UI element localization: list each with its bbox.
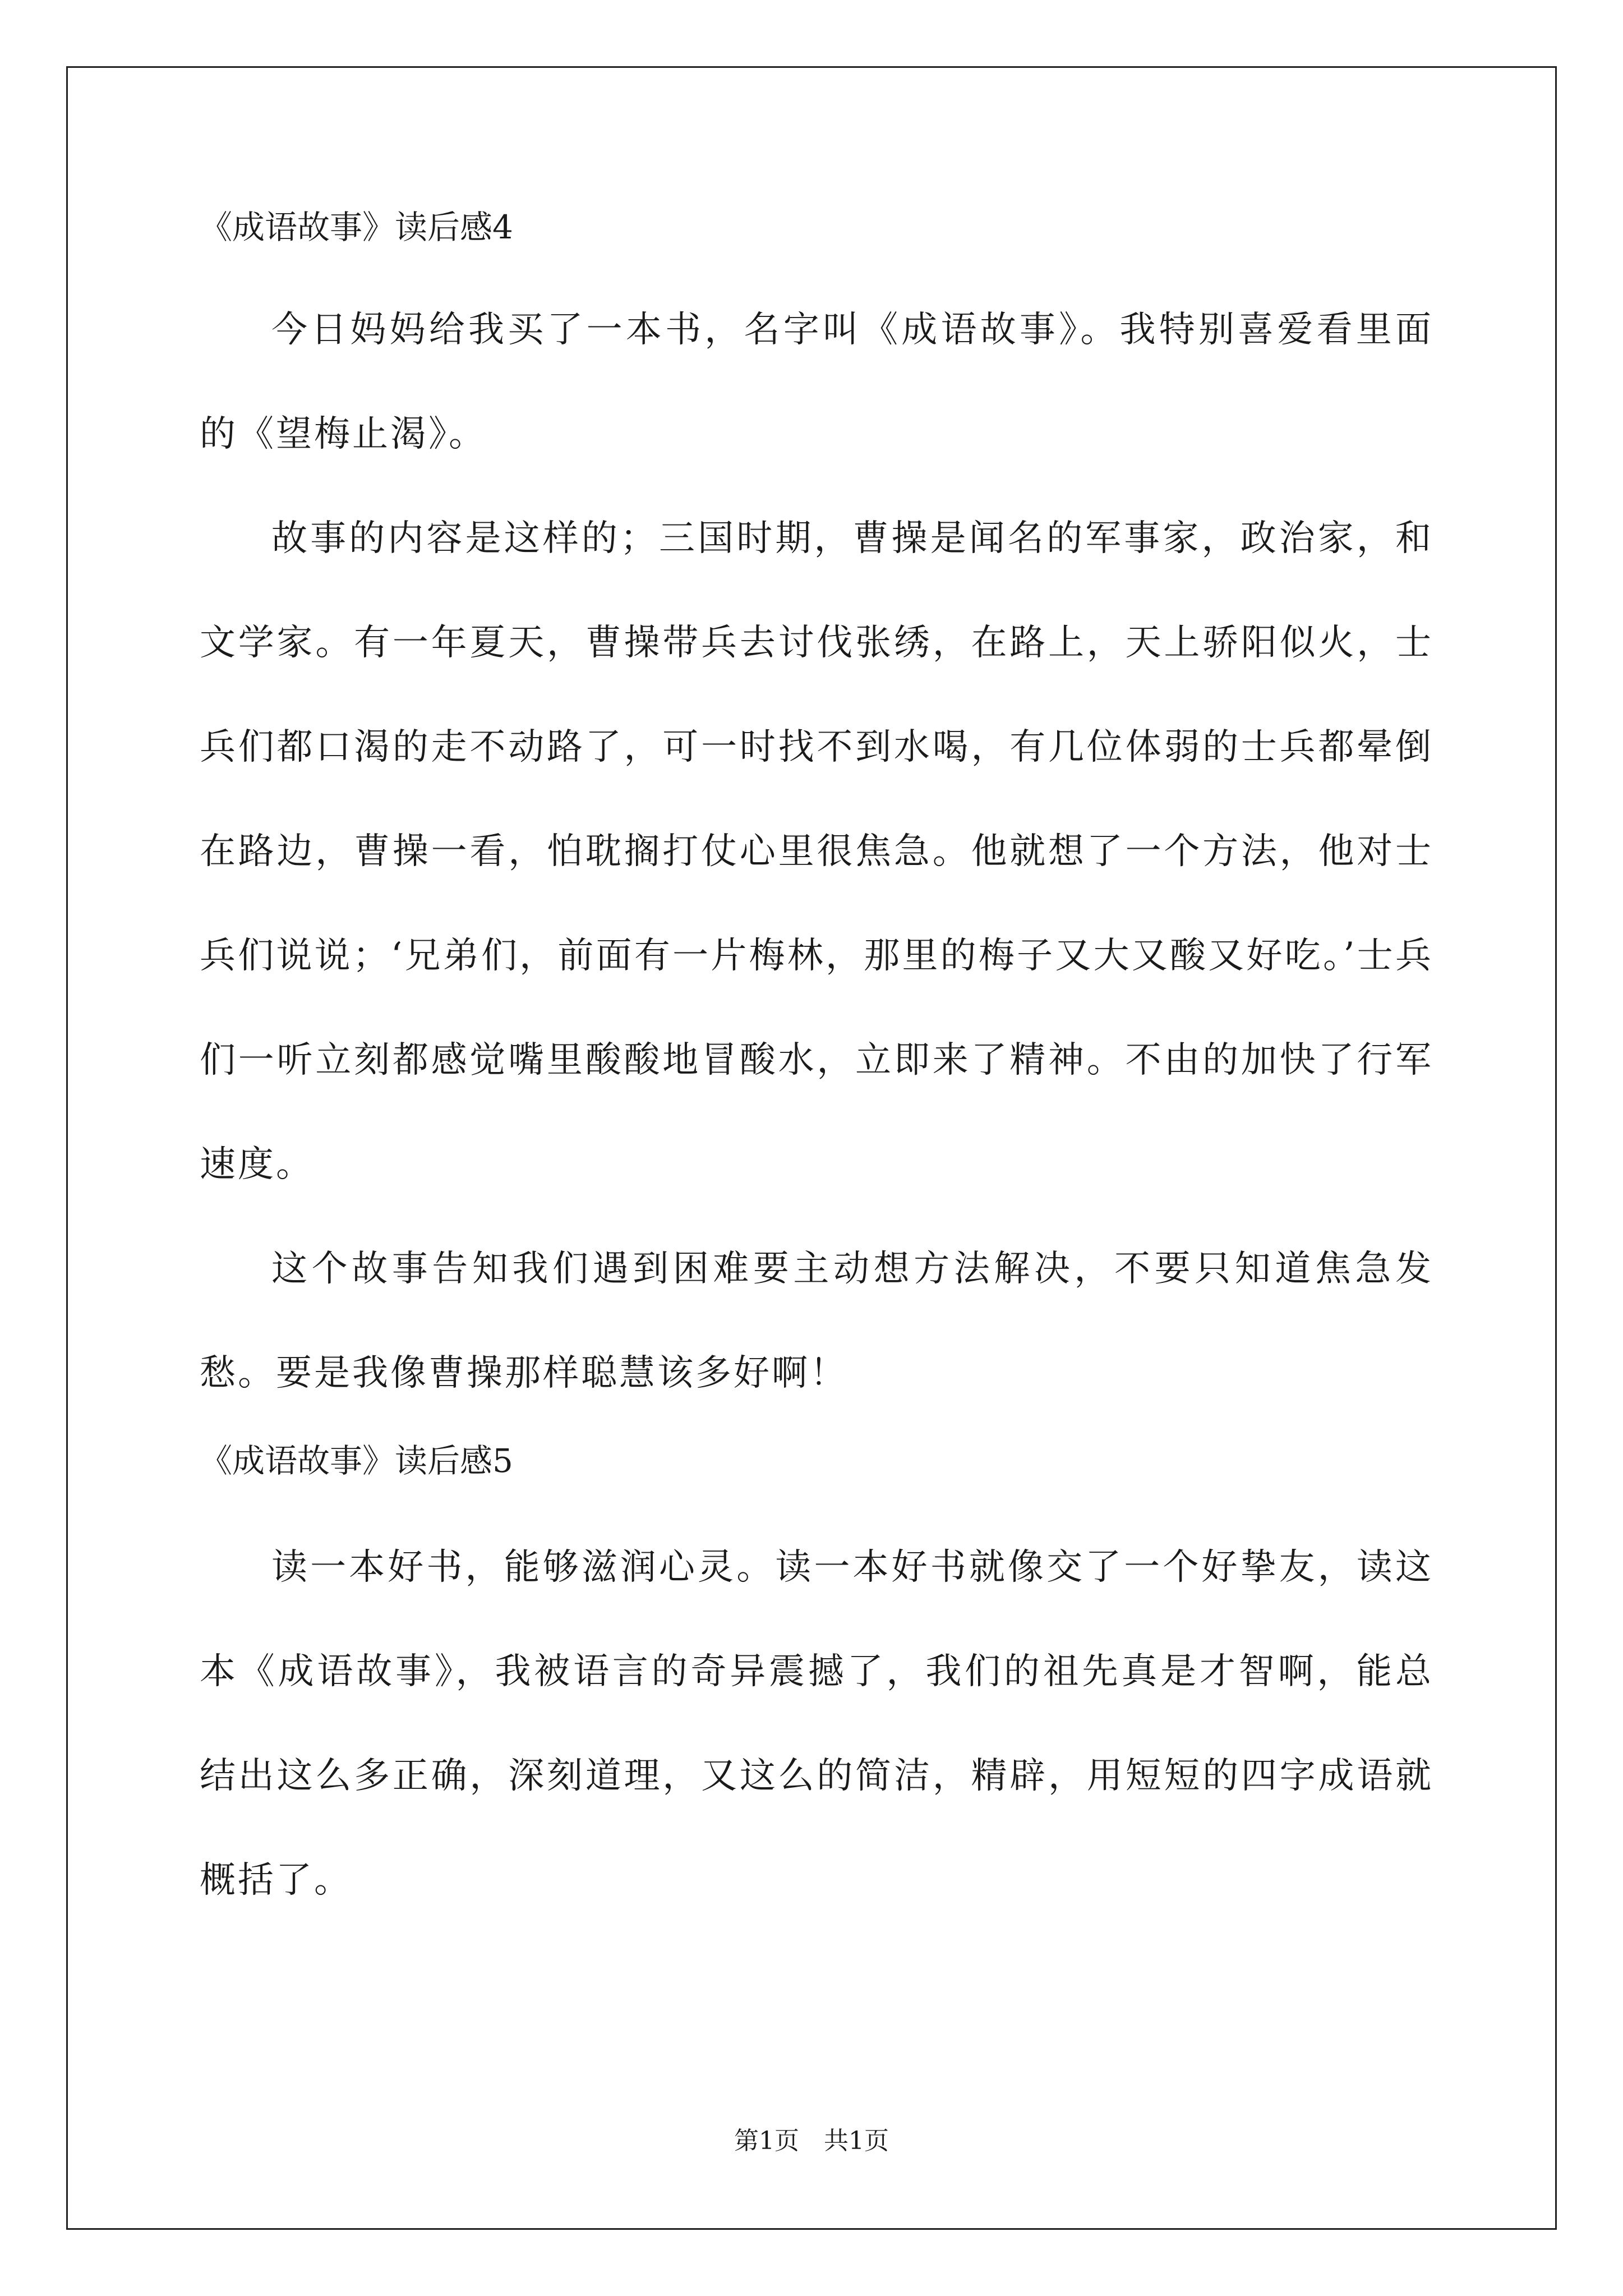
section-title-4: 《成语故事》读后感4: [200, 208, 513, 246]
section-title-5: 《成语故事》读后感5: [200, 1442, 513, 1480]
paragraph-4-3: 这个故事告知我们遇到困难要主动想方法解决，不要只知道焦急发愁。要是我像曹操那样聪慧该多好啊！: [200, 1248, 1433, 1394]
paragraph-5-1: 读一本好书，能够滋润心灵。读一本好书就像交了一个好挚友，读这本《成语故事》，我被语言的奇异震撼了，我们的祖先真是才智啊，能总结出这么多正确，深刻道理，又这么的简洁，精辟，用短短的四字成语就概括了。: [200, 1547, 1433, 1901]
paragraph-4-2: 故事的内容是这样的；三国时期，曹操是闻名的军事家，政治家，和文学家。有一年夏天，曹操带兵去讨伐张绣，在路上，天上骄阳似火，士兵们都口渴的走不动路了，可一时找不到水喝，有几位体弱的士兵都晕倒在路边，曹操一看，怕耽搁打仗心里很焦急。他就想了一个方法，他对士兵们说说；‘兄弟们，前面有一片梅林，那里的梅子又大又酸又好吃。’士兵们一听立刻都感觉嘴里酸酸地冒酸水，立即来了精神。不由的加快了行军速度。: [200, 518, 1433, 1185]
document-body: [200, 202, 1433, 1932]
paragraph-4-1: 今日妈妈给我买了一本书，名字叫《成语故事》。我特别喜爱看里面的《望梅止渴》。: [200, 309, 1433, 455]
page-number-footer: 第1页 共1页: [734, 2127, 889, 2155]
